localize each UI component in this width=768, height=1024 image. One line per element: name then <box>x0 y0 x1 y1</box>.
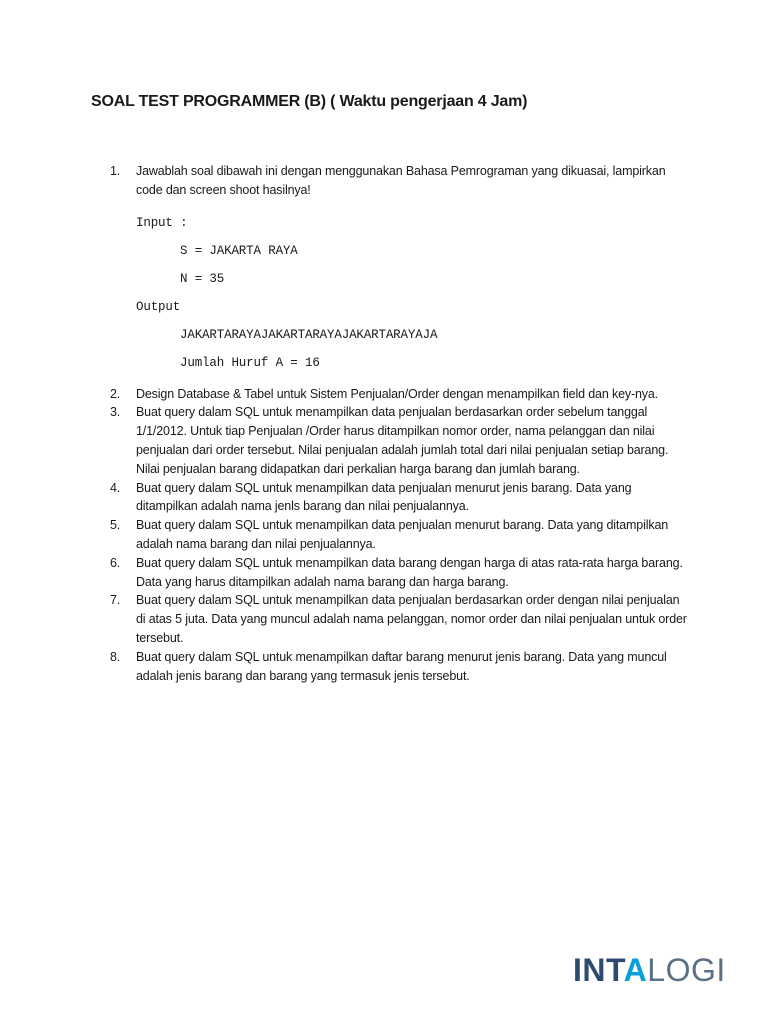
question-number: 1. <box>110 164 121 178</box>
question-4 <box>110 479 690 517</box>
page-title: SOAL TEST PROGRAMMER (B) ( Waktu pengerjaan 4 Jam) <box>91 93 528 110</box>
question-number: 2. <box>110 386 121 401</box>
question-3 <box>110 403 690 478</box>
question-number: 4. <box>110 480 121 495</box>
output-count-line: Jumlah Huruf A = 16 <box>180 355 320 370</box>
question-number: 6. <box>110 555 121 570</box>
question-text: Buat query dalam SQL untuk menampilkan data penjualan berdasarkan order dengan nilai penjualan di atas 5 juta. Data yang muncul adalah nama pelanggan, nomor order dan nilai penjualan untuk order tersebut. <box>136 593 687 645</box>
output-value-line: JAKARTARAYAJAKARTARAYAJAKARTARAYAJA <box>180 327 438 342</box>
question-text: Buat query dalam SQL untuk menampilkan data barang dengan harga di atas rata-rata harga barang. Data yang harus ditampilkan adalah nama barang dan harga barang. <box>136 555 683 589</box>
question-text: Jawablah soal dibawah ini dengan menggunakan Bahasa Pemrograman yang dikuasai, lampirkan code dan screen shoot hasilnya! <box>136 164 666 197</box>
question-2 <box>110 385 690 404</box>
logo-part-logi: LOGI <box>647 952 726 988</box>
question-number: 5. <box>110 518 121 533</box>
question-text: Buat query dalam SQL untuk menampilkan daftar barang menurut jenis barang. Data yang muncul adalah jenis barang dan barang yang termasuk jenis tersebut. <box>136 649 667 683</box>
output-label: Output <box>136 299 181 314</box>
input-s-line: S = JAKARTA RAYA <box>180 243 298 258</box>
question-number: 3. <box>110 405 121 420</box>
question-1 <box>110 162 690 385</box>
question-text: Design Database & Tabel untuk Sistem Penjualan/Order dengan menampilkan field dan key-nya. <box>136 386 659 401</box>
question-number: 8. <box>110 649 121 664</box>
question-text: Buat query dalam SQL untuk menampilkan data penjualan menurut barang. Data yang ditampilkan adalah nama barang dan nilai penjualannya. <box>136 518 669 551</box>
logo-part-int: INT <box>573 952 624 988</box>
question-5 <box>110 516 690 554</box>
question-list <box>110 162 690 685</box>
question-body <box>136 162 690 385</box>
input-label: Input : <box>136 215 188 230</box>
question-6 <box>110 554 690 592</box>
logo-part-a: A <box>623 952 648 988</box>
intalogi-logo <box>573 954 726 986</box>
question-number: 7. <box>110 593 121 608</box>
question-text: Buat query dalam SQL untuk menampilkan data penjualan menurut jenis barang. Data yang ditampilkan adalah nama jenls barang dan nilai penjualannya. <box>136 480 632 514</box>
question-7 <box>110 591 690 647</box>
code-example <box>136 209 690 377</box>
question-text: Buat query dalam SQL untuk menampilkan data penjualan berdasarkan order sebelum tanggal 1/1/2012. Untuk tiap Penjualan /Order harus ditampilkan nomor order, nama pelanggan dan nilai penjualan dari order tersebut. Nilai penjualan adalah jumlah total dari nilai penjualan setiap barang. Nilai penjualan barang didapatkan dari perkalian harga barang dan jumlah barang. <box>136 405 669 476</box>
question-8 <box>110 648 690 686</box>
input-n-line: N = 35 <box>180 271 225 286</box>
